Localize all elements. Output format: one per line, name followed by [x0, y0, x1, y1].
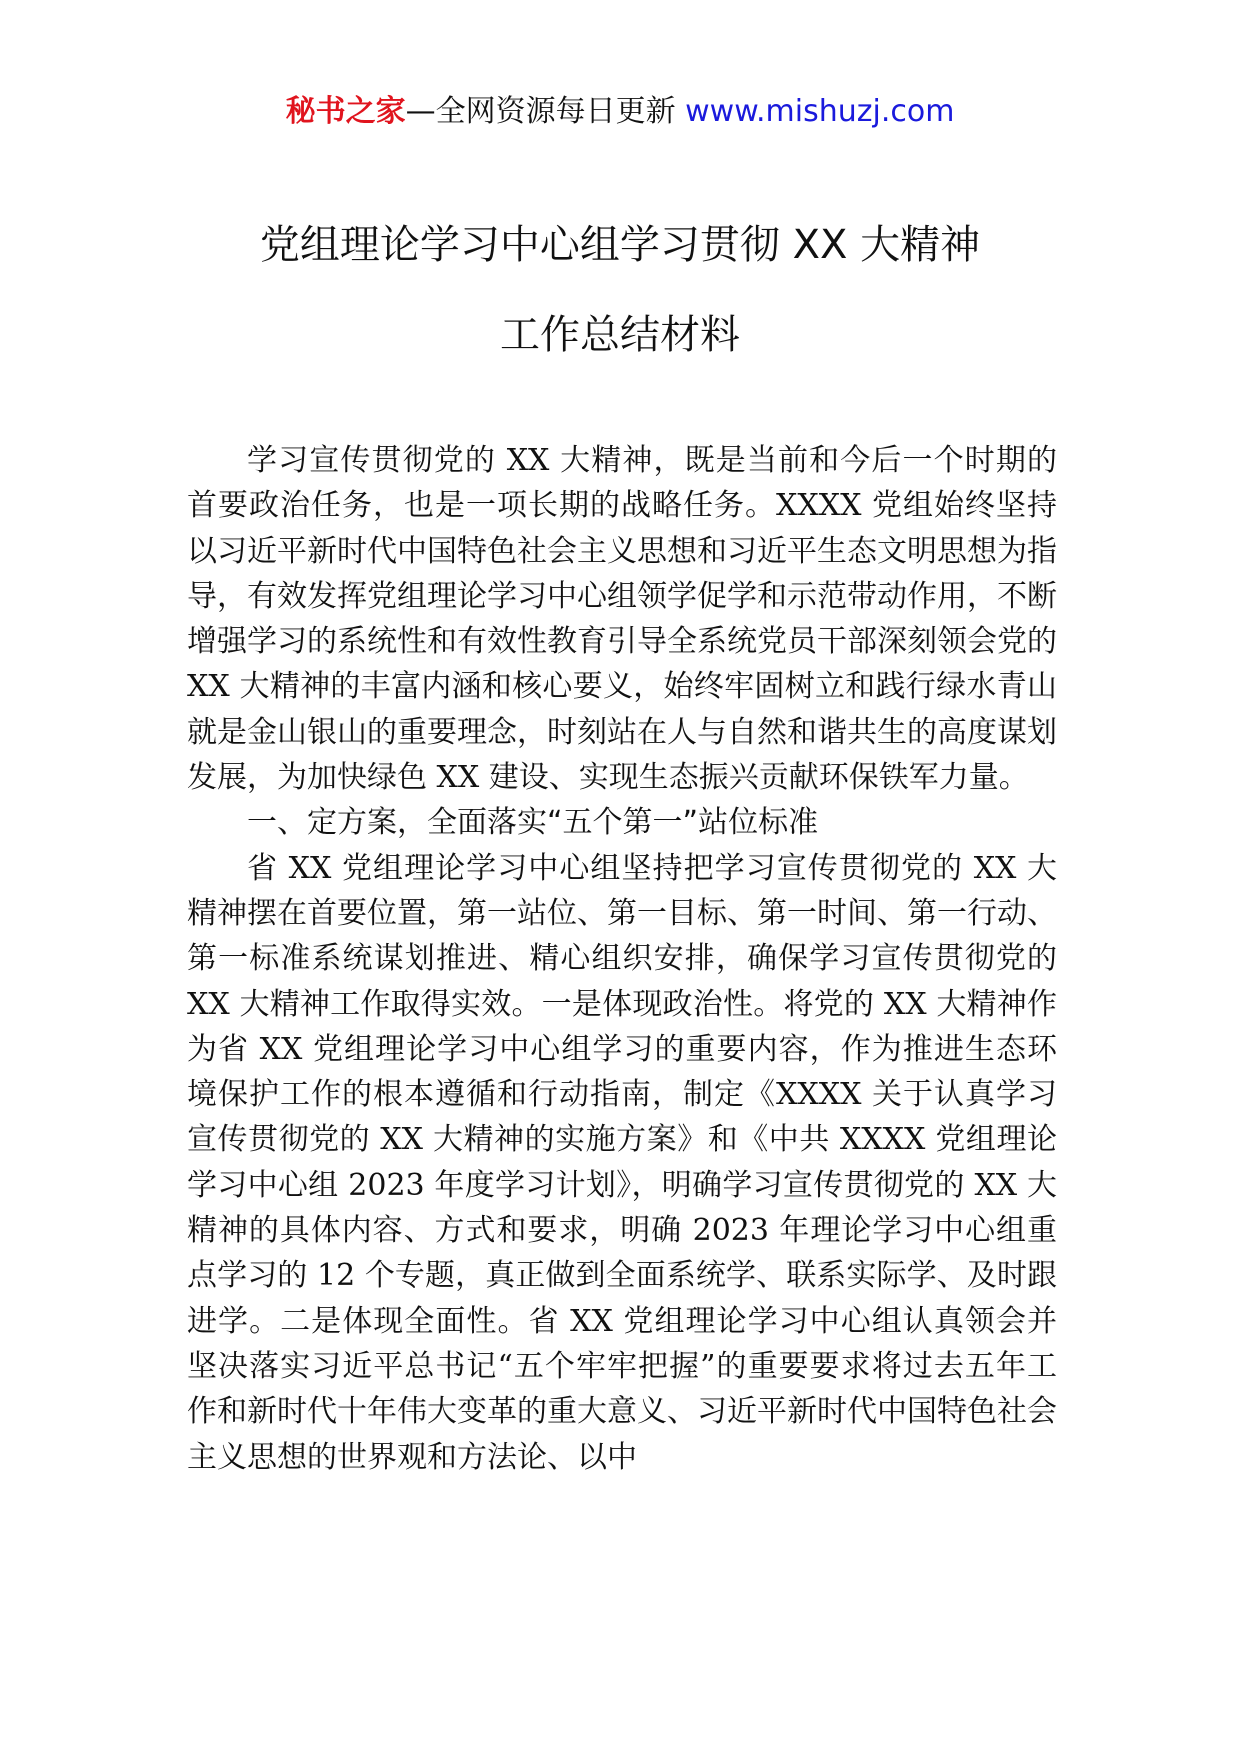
section-1-paragraph: 省 XX 党组理论学习中心组坚持把学习宣传贯彻党的 XX 大精神摆在首要位置，第一站位、第一目标、第一时间、第一行动、第一标准系统谋划推进、精心组织安排，确保学习宣传贯彻党的 XX 大精神工作取得实效。一是体现政治性。将党的 XX 大精神作为省 XX 党组理论学习中心组学习的重要内容，作为推进生态环境保护工作的根本遵循和行动指南，制定《XXXX 关于认真学习宣传贯彻党的 XX 大精神的实施方案》和《中共 XXXX 党组理论学习中心组 2023 年度学习计划》，明确学习宣传贯彻党的 XX 大精神的具体内容、方式和要求，明确 2023 年理论学习中心组重点学习的 12 个专题，真正做到全面系统学、联系实际学、及时跟进学。二是体现全面性。省 XX 党组理论学习中心组认真领会并坚决落实习近平总书记“五个牢牢把握”的重要要求将过去五年工作和新时代十年伟大变革的重大意义、习近平新时代中国特色社会主义思想的世界观和方法论、以中 — [187, 850, 1057, 1475]
document-title — [150, 200, 1090, 380]
document-body — [187, 438, 1057, 1480]
title-line-2: 工作总结材料 — [500, 312, 740, 358]
site-url-link[interactable]: www.mishuzj.com — [685, 94, 955, 129]
section-heading-1: 一、定方案，全面落实“五个第一”站位标准 — [247, 805, 819, 841]
site-header — [0, 92, 1240, 132]
site-slogan: —全网资源每日更新 — [405, 94, 686, 129]
intro-paragraph: 学习宣传贯彻党的 XX 大精神，既是当前和今后一个时期的首要政治任务，也是一项长期的战略任务。XXXX 党组始终坚持以习近平新时代中国特色社会主义思想和习近平生态文明思想为指导，有效发挥党组理论学习中心组领学促学和示范带动作用，不断增强学习的系统性和有效性教育引导全系统党员干部深刻领会党的 XX 大精神的丰富内涵和核心要义，始终牢固树立和践行绿水青山就是金山银山的重要理念，时刻站在人与自然和谐共生的高度谋划发展，为加快绿色 XX 建设、实现生态振兴贡献环保铁军力量。 — [187, 443, 1057, 796]
brand-name: 秘书之家 — [285, 94, 406, 129]
title-line-1: 党组理论学习中心组学习贯彻 XX 大精神 — [259, 222, 981, 268]
